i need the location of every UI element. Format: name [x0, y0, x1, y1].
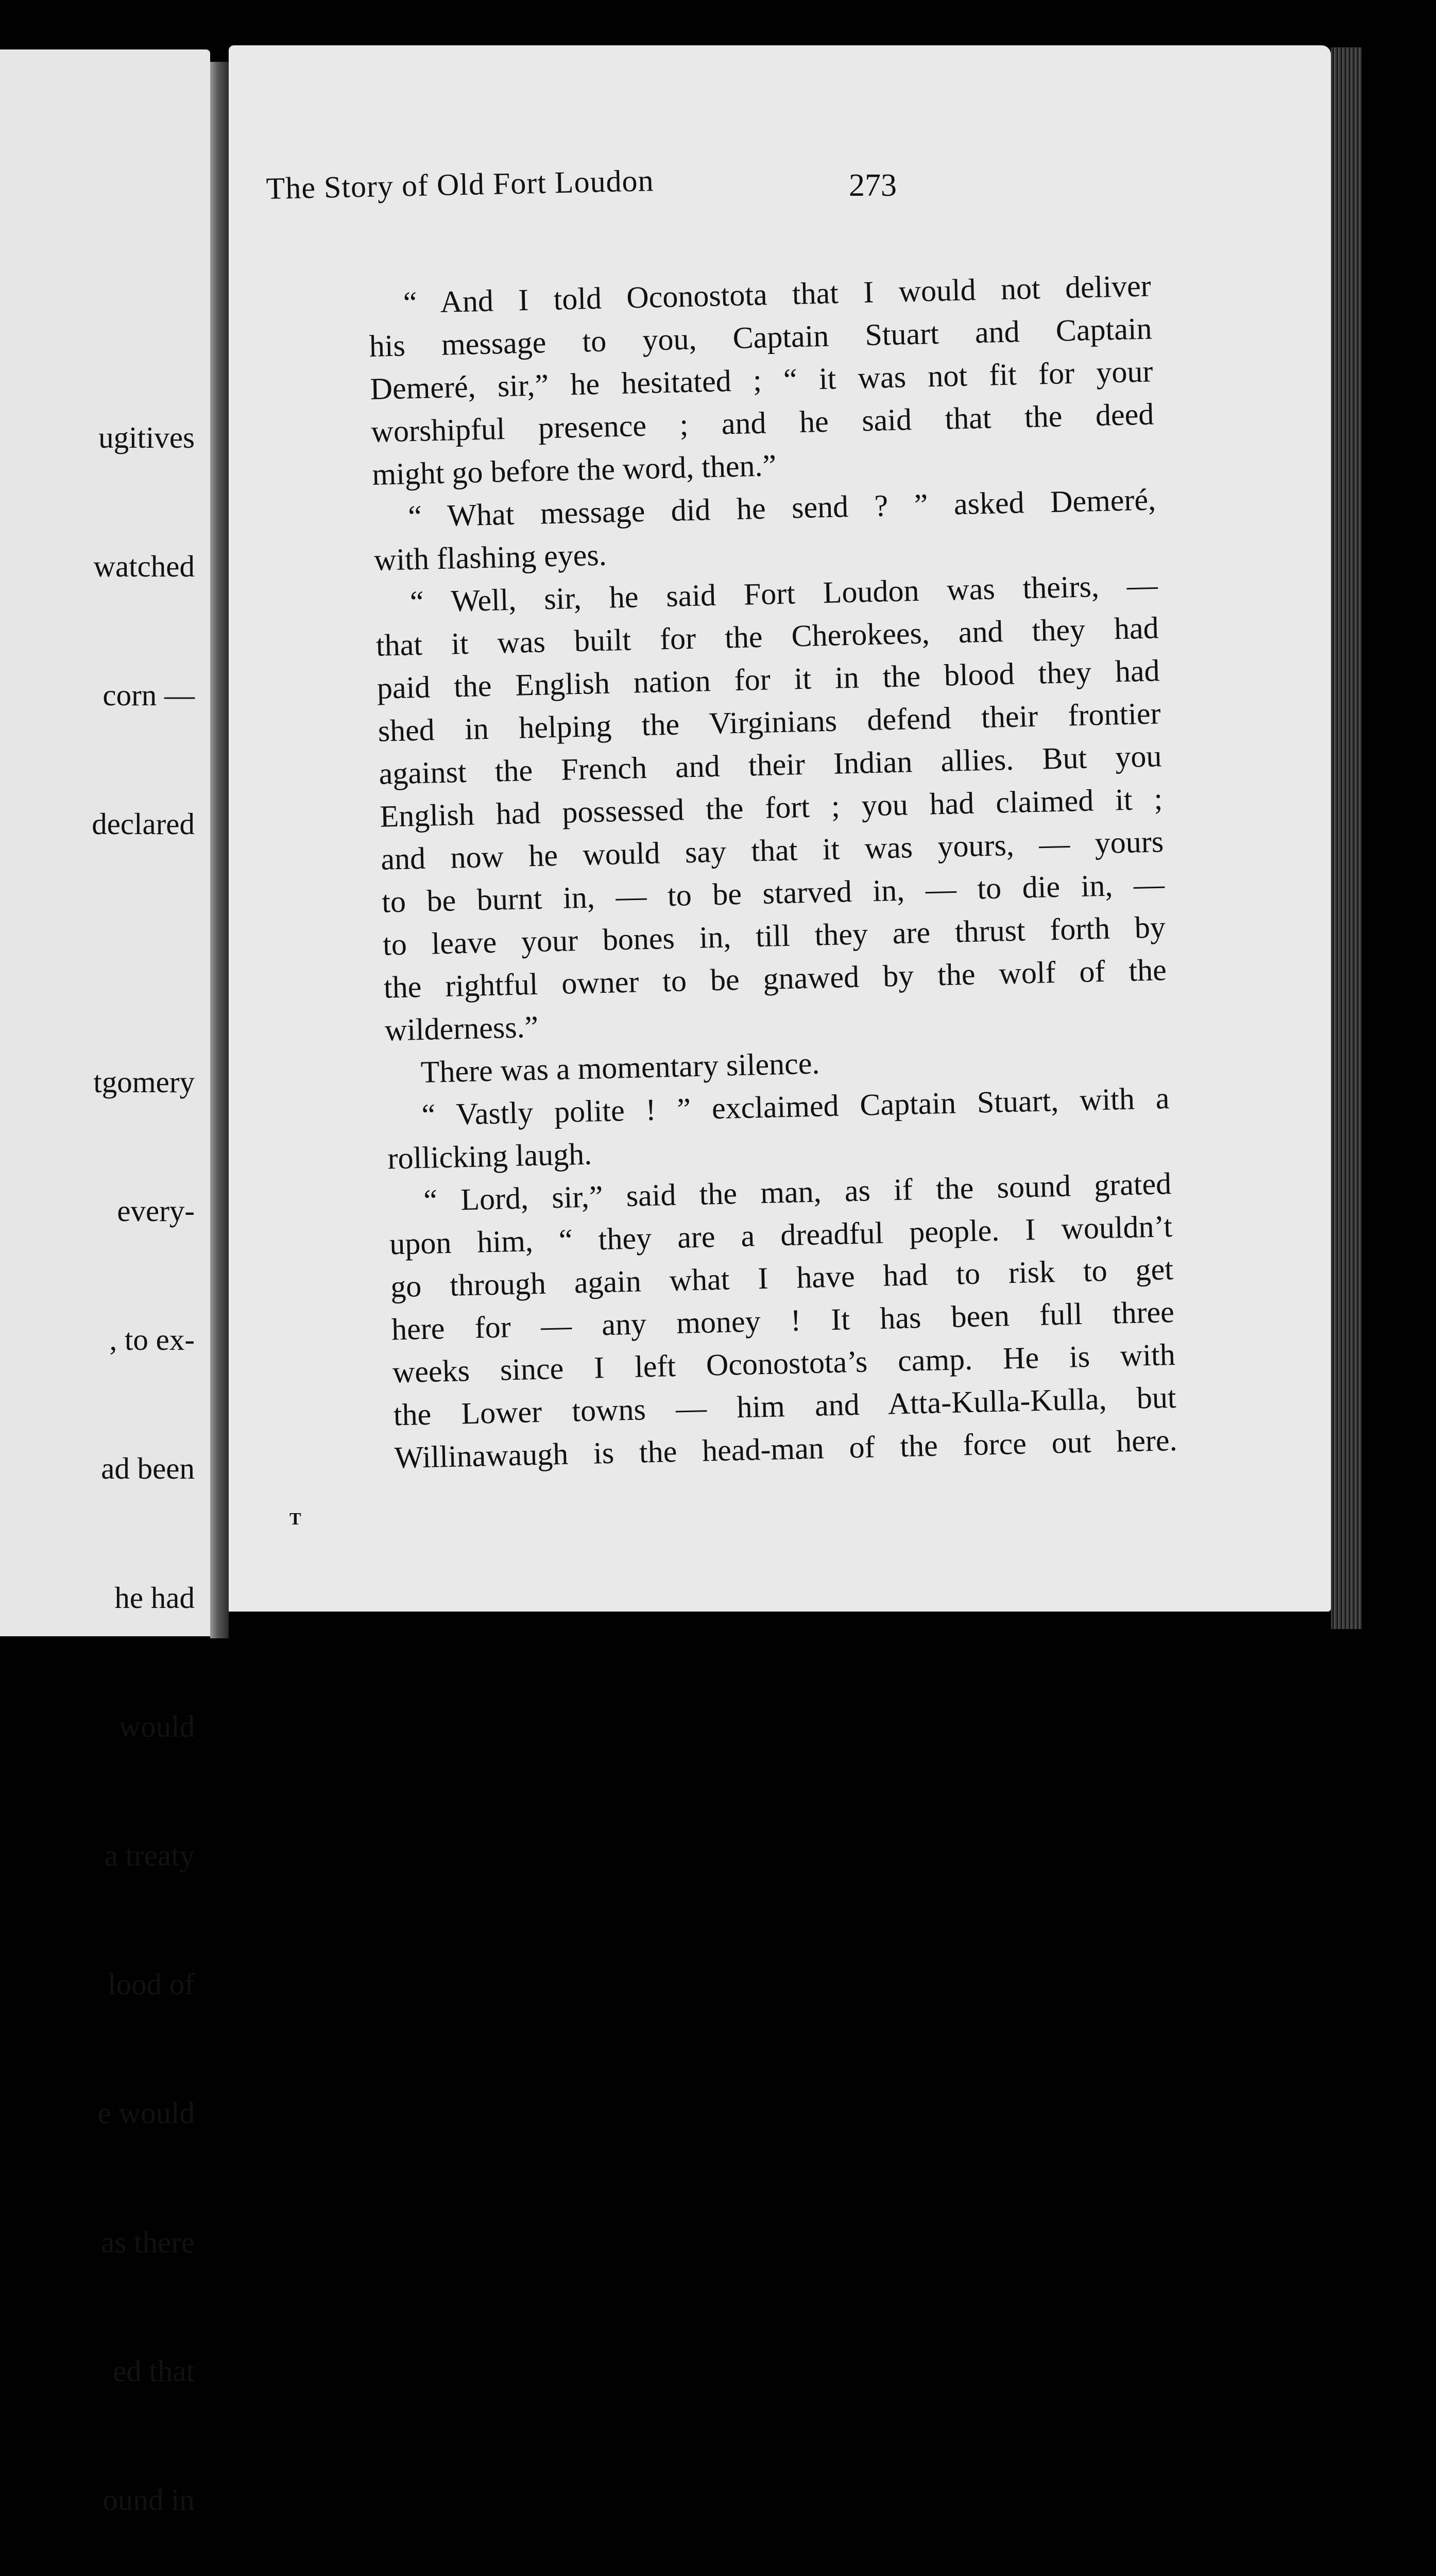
- text-line: worshipful presence ; and he said that the deed: [370, 397, 1154, 449]
- left-line: ed that: [113, 2353, 195, 2388]
- left-line: ound in: [102, 2483, 195, 2517]
- text-line: shed in helping the Virginians defend their frontier: [378, 696, 1161, 748]
- text-line: go through again what I have had to risk to get: [390, 1252, 1174, 1304]
- left-line: he had: [114, 1580, 195, 1615]
- text-line: “ And I told Oconostota that I would not deliver: [403, 268, 1152, 320]
- text-line: his message to you, Captain Stuart and Captain: [369, 311, 1153, 363]
- text-line: with flashing eyes.: [373, 537, 607, 577]
- left-line: ugitives: [98, 420, 195, 454]
- left-line: every-: [117, 1194, 195, 1228]
- left-line: e would: [97, 2096, 195, 2130]
- text-line: and now he would say that it was yours, — yours: [380, 824, 1164, 876]
- left-line: declared: [92, 807, 195, 841]
- page-edges: [1331, 47, 1362, 1629]
- left-line: watched: [93, 549, 195, 584]
- text-line: the rightful owner to be gnawed by the wolf of the: [383, 953, 1167, 1005]
- left-facing-page: [0, 49, 210, 2517]
- text-line: that it was built for the Cherokees, and they had: [375, 611, 1159, 663]
- text-line: “ Vastly polite ! ” exclaimed Captain Stuart, with a: [421, 1081, 1170, 1132]
- left-page-text: [92, 330, 195, 2576]
- text-line: to leave your bones in, till they are thrust forth by: [382, 910, 1166, 962]
- text-line: wilderness.”: [384, 1009, 539, 1047]
- text-line: Willinawaugh is the head-man of the force out here.: [394, 1422, 1178, 1475]
- left-line: lood of: [108, 1967, 195, 2002]
- left-line: a treaty: [104, 1838, 195, 1873]
- signature-mark: T: [289, 1510, 301, 1529]
- running-head-title: The Story of Old Fort Loudon: [266, 163, 655, 206]
- text-line: here for — any money ! It has been full three: [391, 1295, 1175, 1347]
- text-line: the Lower towns — him and Atta-Kulla-Kulla, but: [393, 1380, 1177, 1432]
- left-line: as there: [101, 2225, 195, 2259]
- text-line: There was a momentary silence.: [420, 1046, 820, 1090]
- text-line: paid the English nation for it in the blood they had: [377, 653, 1160, 705]
- text-line: English had possessed the fort ; you had claimed it ;: [379, 782, 1163, 834]
- text-line: “ Well, sir, he said Fort Loudon was theirs, —: [409, 568, 1158, 619]
- page-number: 273: [849, 168, 897, 203]
- left-line: ad been: [101, 1451, 195, 1486]
- text-line: “ Lord, sir,” said the man, as if the sound grated: [423, 1166, 1172, 1217]
- body-text: [368, 265, 1177, 1480]
- text-line: upon him, “ they are a dreadful people. I wouldn’t: [389, 1209, 1173, 1261]
- left-line: would: [118, 1709, 195, 1743]
- left-line: [92, 932, 195, 975]
- left-line: corn —: [102, 678, 195, 713]
- text-line: to be burnt in, — to be starved in, — to die in, —: [381, 867, 1165, 919]
- text-line: Demeré, sir,” he hesitated ; “ it was not fit for your: [369, 354, 1154, 406]
- left-line: tgomery: [93, 1064, 195, 1099]
- text-line: rollicking laugh.: [387, 1137, 592, 1176]
- text-line: weeks since I left Oconostota’s camp. He is with: [392, 1337, 1176, 1389]
- right-page: [229, 45, 1331, 1612]
- text-line: might go before the word, then.”: [371, 448, 777, 492]
- book-gutter: [210, 62, 229, 1638]
- text-line: against the French and their Indian allies. But you: [378, 739, 1163, 791]
- text-line: “ What message did he send ? ” asked Demeré,: [407, 482, 1156, 534]
- left-line: , to ex-: [109, 1323, 195, 1357]
